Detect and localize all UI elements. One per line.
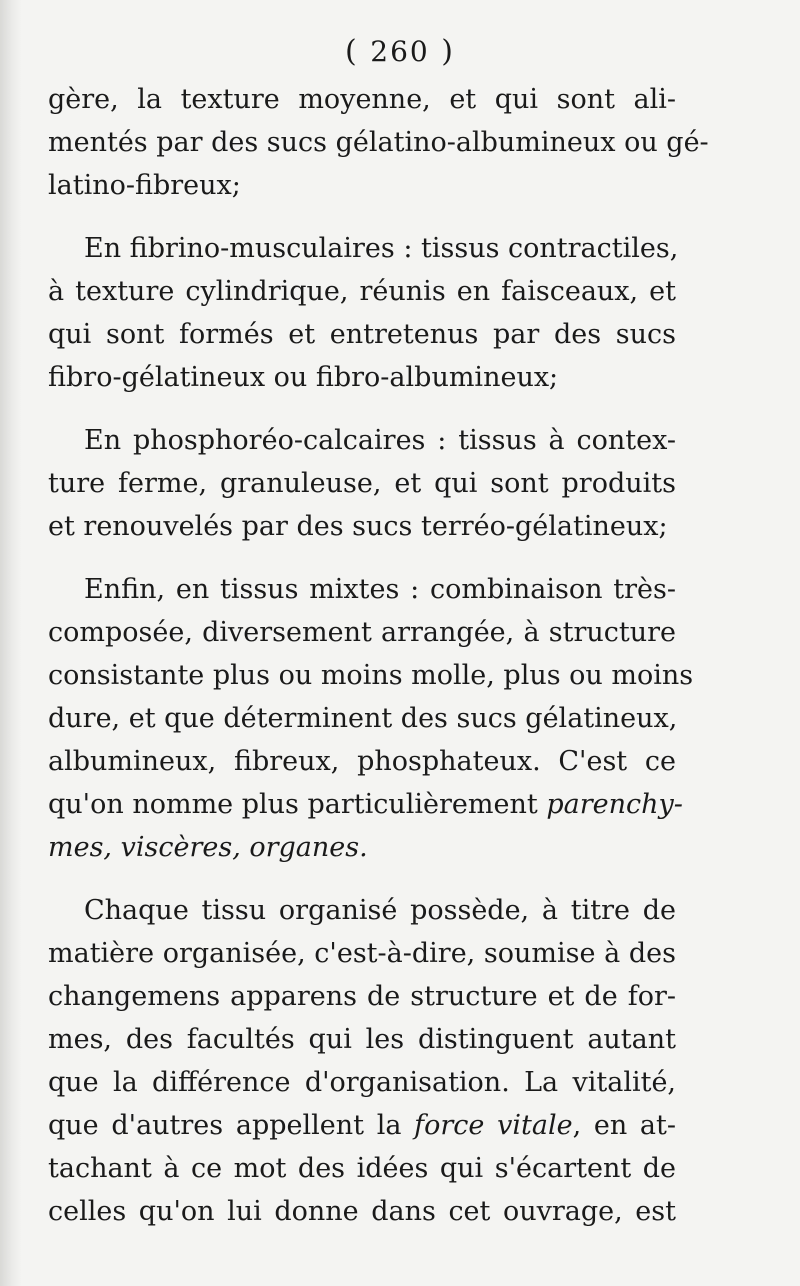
text-line: gère, la texture moyenne, et qui sont ali- bbox=[48, 84, 676, 115]
italic-line: mes, viscères, organes. bbox=[48, 832, 368, 863]
text-segment: que d'autres appellent la bbox=[48, 1110, 402, 1141]
text-line: à texture cylindrique, réunis en faisceaux, et bbox=[48, 276, 676, 307]
paragraph-5 bbox=[48, 889, 676, 1233]
text-line: matière organisée, c'est-à-dire, soumise à des bbox=[48, 938, 676, 969]
text-line: dure, et que déterminent des sucs gélatineux, bbox=[48, 703, 678, 734]
text-line: tachant à ce mot des idées qui s'écartent de bbox=[48, 1153, 676, 1184]
text-line bbox=[48, 1104, 676, 1147]
text-line: fibro-gélatineux ou fibro-albumineux; bbox=[48, 362, 559, 393]
text-line: albumineux, fibreux, phosphateux. C'est ce bbox=[48, 746, 676, 777]
text-line: et renouvelés par des sucs terréo-gélatineux; bbox=[48, 511, 668, 542]
text-line: celles qu'on lui donne dans cet ouvrage, est bbox=[48, 1196, 676, 1227]
text-line: Chaque tissu organisé possède, à titre de bbox=[84, 895, 676, 926]
paragraph-1 bbox=[48, 78, 709, 207]
text-line: que la différence d'organisation. La vitalité, bbox=[48, 1067, 676, 1098]
text-line: composée, diversement arrangée, à structure bbox=[48, 617, 676, 648]
text-line: mes, des facultés qui les distinguent autant bbox=[48, 1024, 676, 1055]
italic-term: force vitale bbox=[414, 1110, 573, 1141]
text-line: mentés par des sucs gélatino-albumineux ou gé- bbox=[48, 127, 709, 158]
text-line: latino-fibreux; bbox=[48, 170, 241, 201]
text-line: Enfin, en tissus mixtes : combinaison très- bbox=[84, 574, 676, 605]
page-number: ( 260 ) bbox=[345, 34, 455, 69]
page-body bbox=[48, 78, 709, 1233]
text-segment: qu'on nomme plus particulièrement bbox=[48, 789, 538, 820]
text-line bbox=[48, 783, 683, 826]
text-segment: , en at- bbox=[572, 1110, 676, 1141]
paragraph-2 bbox=[48, 227, 679, 399]
text-line: qui sont formés et entretenus par des sucs bbox=[48, 319, 676, 350]
text-line: ture ferme, granuleuse, et qui sont produits bbox=[48, 468, 676, 499]
text-line: En fibrino-musculaires : tissus contractiles, bbox=[84, 233, 679, 264]
text-line: En phosphoréo-calcaires : tissus à contex- bbox=[84, 425, 676, 456]
page-gutter-shadow bbox=[0, 0, 22, 1286]
text-line: consistante plus ou moins molle, plus ou moins bbox=[48, 660, 694, 691]
italic-term: parenchy- bbox=[546, 789, 683, 820]
text-line: changemens apparens de structure et de for- bbox=[48, 981, 676, 1012]
paragraph-4 bbox=[48, 568, 694, 869]
paragraph-3 bbox=[48, 419, 676, 548]
page-number-value: 260 bbox=[370, 35, 430, 68]
